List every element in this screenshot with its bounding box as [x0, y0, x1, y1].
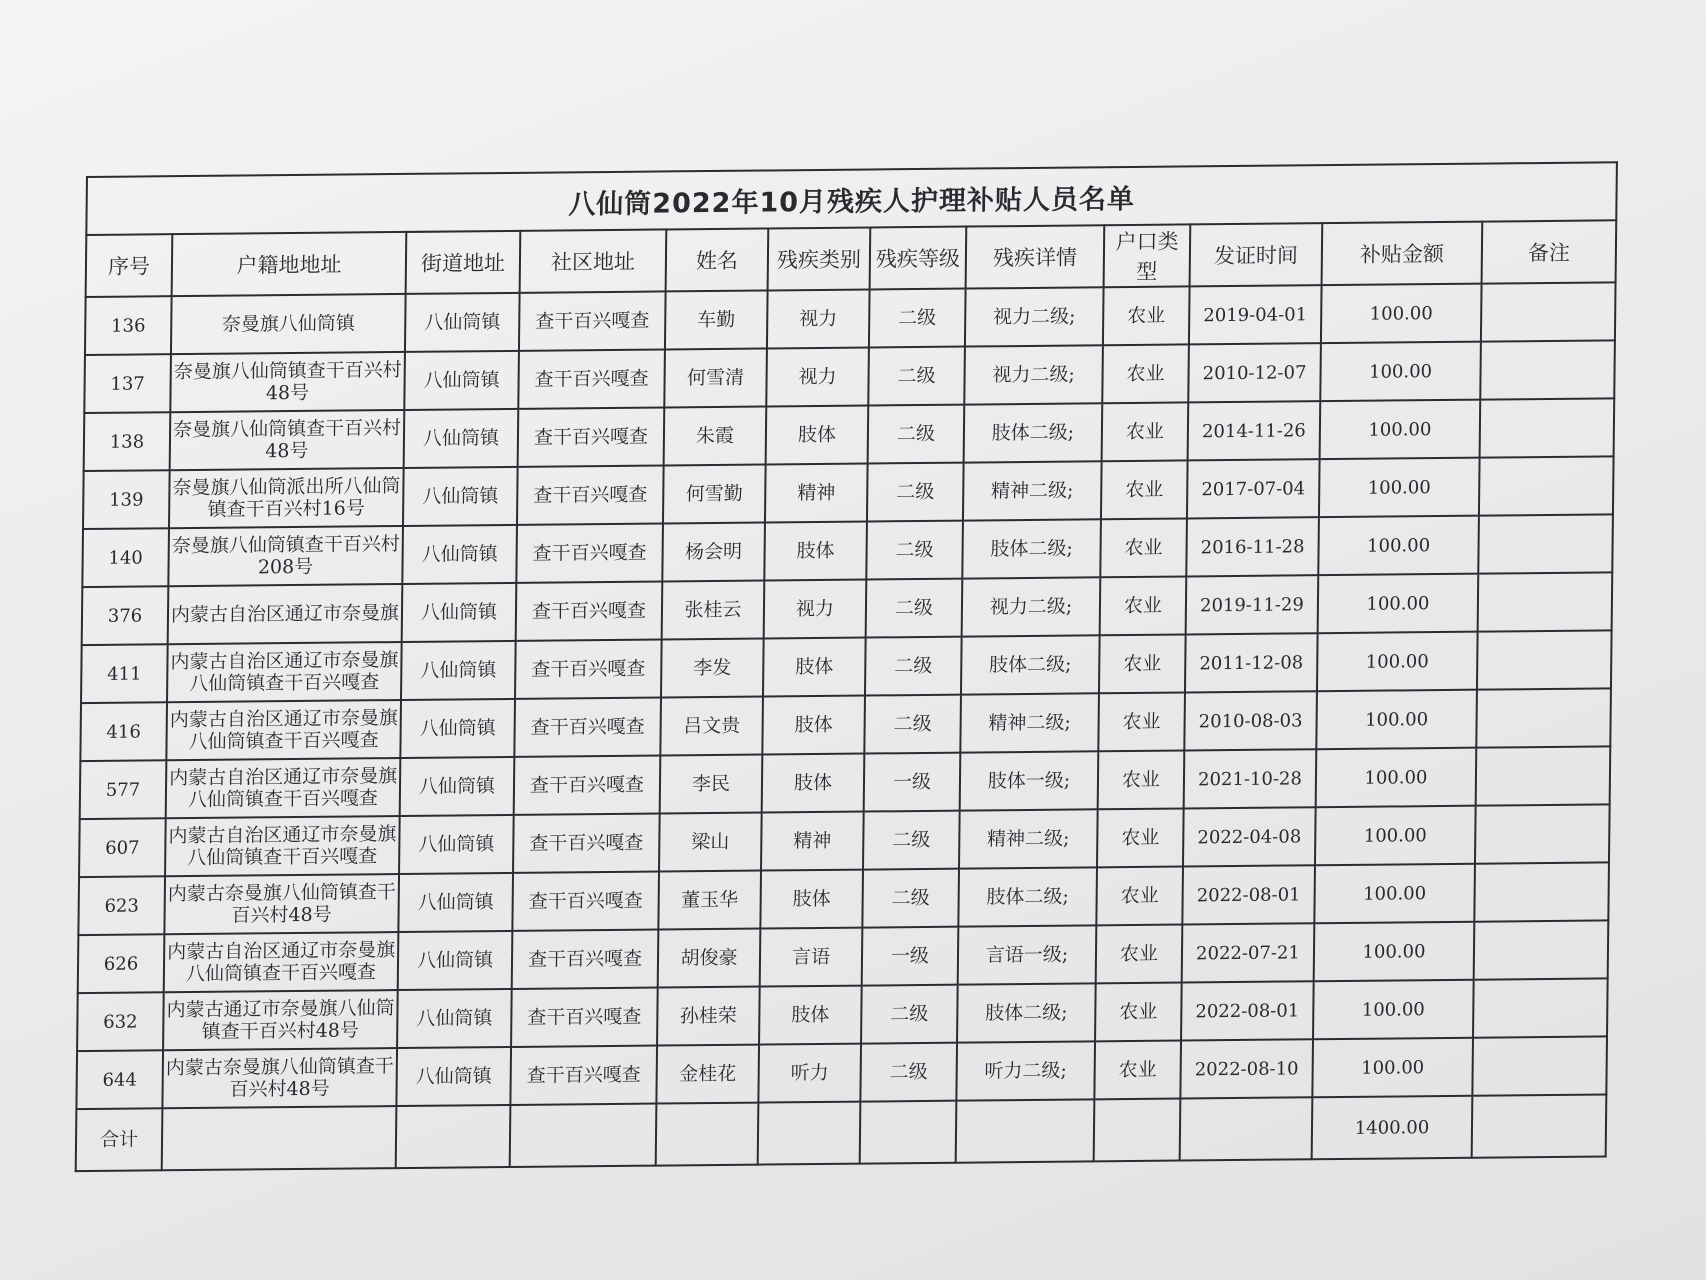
cell-community-address: 查干百兴嘎查: [512, 872, 659, 931]
header-hukou-address: 户籍地地址: [172, 232, 407, 296]
cell-remark: [1474, 862, 1609, 921]
cell-name: 张桂云: [662, 581, 765, 640]
cell-disability-detail: 精神二级;: [959, 809, 1098, 868]
cell-disability-detail: 肢体二级;: [964, 403, 1103, 462]
cell-hukou-type: 农业: [1098, 750, 1185, 809]
cell-disability-category: 视力: [766, 347, 869, 406]
cell-disability-category: 视力: [767, 289, 870, 348]
cell-disability-detail: 肢体一级;: [960, 751, 1099, 810]
cell-no: 136: [85, 296, 172, 355]
header-disability-detail: 残疾详情: [966, 225, 1105, 288]
cell-disability-level: 二级: [868, 347, 965, 406]
total-amount: 1400.00: [1312, 1096, 1473, 1160]
cell-subsidy-amount: 100.00: [1320, 342, 1481, 402]
cell-hukou-type: 农业: [1100, 576, 1187, 635]
cell-street-address: 八仙筒镇: [402, 525, 517, 584]
cell-street-address: 八仙筒镇: [405, 293, 520, 352]
cell-disability-detail: 肢体二级;: [957, 983, 1096, 1042]
cell-disability-category: 肢体: [763, 638, 866, 697]
cell-community-address: 查干百兴嘎查: [514, 698, 661, 757]
cell-no: 607: [79, 818, 166, 877]
document-sheet: [75, 161, 1616, 1172]
header-street-address: 街道地址: [406, 231, 521, 294]
cell-hukou-address: 奈曼旗八仙筒派出所八仙筒镇查干百兴村16号: [169, 468, 404, 528]
cell-issue-date: 2010-12-07: [1188, 343, 1321, 402]
cell-disability-detail: 听力二级;: [956, 1041, 1095, 1100]
cell-disability-detail: 视力二级;: [964, 345, 1103, 404]
cell-issue-date: 2022-07-21: [1182, 923, 1315, 982]
cell-disability-category: 言语: [760, 928, 863, 987]
cell-name: 吕文贵: [660, 697, 763, 756]
cell-hukou-address: 奈曼旗八仙筒镇查干百兴村48号: [170, 352, 405, 412]
cell-issue-date: 2010-08-03: [1184, 691, 1317, 750]
cell-name: 何雪清: [664, 348, 767, 407]
cell-issue-date: 2022-08-01: [1182, 865, 1315, 924]
cell-remark: [1476, 746, 1611, 805]
cell-subsidy-amount: 100.00: [1318, 516, 1479, 576]
header-issue-date: 发证时间: [1190, 223, 1323, 286]
total-empty-cell: [956, 1099, 1095, 1162]
cell-disability-detail: 精神二级;: [963, 461, 1102, 520]
cell-name: 孙桂荣: [657, 987, 760, 1046]
cell-disability-category: 肢体: [766, 406, 869, 465]
cell-disability-category: 精神: [765, 464, 868, 523]
cell-community-address: 查干百兴嘎查: [518, 349, 665, 408]
cell-community-address: 查干百兴嘎查: [515, 639, 662, 698]
cell-hukou-address: 奈曼旗八仙筒镇查干百兴村208号: [168, 526, 403, 586]
cell-no: 138: [84, 412, 171, 471]
cell-disability-level: 一级: [864, 753, 961, 812]
cell-disability-detail: 精神二级;: [960, 693, 1099, 752]
cell-remark: [1478, 514, 1613, 573]
header-name: 姓名: [666, 228, 769, 291]
cell-remark: [1480, 340, 1615, 399]
header-disability-level: 残疾等级: [870, 227, 967, 290]
cell-street-address: 八仙筒镇: [398, 873, 513, 932]
cell-disability-detail: 视力二级;: [962, 577, 1101, 636]
cell-subsidy-amount: 100.00: [1316, 690, 1477, 750]
cell-name: 李发: [661, 639, 764, 698]
cell-street-address: 八仙筒镇: [401, 641, 516, 700]
cell-disability-level: 二级: [862, 869, 959, 928]
subsidy-table: [75, 161, 1618, 1172]
cell-disability-level: 二级: [864, 695, 961, 754]
cell-hukou-address: 内蒙古自治区通辽市奈曼旗八仙筒镇查干百兴嘎查: [165, 816, 400, 876]
total-label: 合计: [76, 1108, 163, 1171]
cell-subsidy-amount: 100.00: [1316, 748, 1477, 808]
cell-no: 140: [82, 528, 169, 587]
cell-issue-date: 2021-10-28: [1184, 749, 1317, 808]
cell-hukou-type: 农业: [1097, 808, 1184, 867]
cell-hukou-address: 奈曼旗八仙筒镇: [171, 294, 406, 354]
cell-subsidy-amount: 100.00: [1314, 922, 1475, 982]
cell-subsidy-amount: 100.00: [1318, 574, 1479, 634]
cell-remark: [1474, 920, 1609, 979]
cell-issue-date: 2014-11-26: [1188, 401, 1321, 460]
cell-street-address: 八仙筒镇: [403, 467, 518, 526]
header-remark: 备注: [1482, 220, 1617, 283]
cell-disability-category: 视力: [764, 580, 867, 639]
cell-remark: [1481, 282, 1616, 341]
cell-hukou-type: 农业: [1099, 634, 1186, 693]
cell-hukou-type: 农业: [1102, 402, 1189, 461]
total-empty-cell: [1472, 1094, 1607, 1157]
cell-name: 杨会明: [662, 522, 765, 581]
cell-no: 416: [80, 702, 167, 761]
cell-street-address: 八仙筒镇: [404, 351, 519, 410]
cell-subsidy-amount: 100.00: [1312, 1038, 1473, 1098]
cell-disability-category: 肢体: [759, 986, 862, 1045]
table-title: 八仙筒2022年10月残疾人护理补贴人员名单: [86, 162, 1617, 235]
cell-disability-detail: 言语一级;: [958, 925, 1097, 984]
cell-issue-date: 2017-07-04: [1187, 459, 1320, 518]
cell-disability-level: 二级: [865, 637, 962, 696]
cell-street-address: 八仙筒镇: [399, 815, 514, 874]
cell-subsidy-amount: 100.00: [1321, 284, 1482, 344]
cell-hukou-address: 内蒙古奈曼旗八仙筒镇查干百兴村48号: [162, 1048, 397, 1108]
total-empty-cell: [1094, 1099, 1181, 1162]
cell-name: 董玉华: [658, 871, 761, 930]
cell-disability-level: 二级: [860, 1043, 957, 1102]
cell-hukou-address: 奈曼旗八仙筒镇查干百兴村48号: [170, 410, 405, 470]
table-body: [76, 282, 1616, 1171]
cell-no: 137: [84, 354, 171, 413]
cell-issue-date: 2022-04-08: [1183, 807, 1316, 866]
cell-hukou-address: 内蒙古自治区通辽市奈曼旗: [168, 584, 403, 644]
total-empty-cell: [396, 1105, 511, 1168]
header-no: 序号: [86, 234, 173, 297]
cell-no: 411: [81, 644, 168, 703]
cell-disability-level: 二级: [868, 405, 965, 464]
cell-disability-detail: 肢体二级;: [962, 519, 1101, 578]
cell-disability-detail: 视力二级;: [965, 287, 1104, 346]
total-empty-cell: [758, 1102, 861, 1165]
total-empty-cell: [162, 1106, 397, 1170]
cell-community-address: 查干百兴嘎查: [518, 407, 665, 466]
cell-disability-detail: 肢体二级;: [961, 635, 1100, 694]
cell-street-address: 八仙筒镇: [397, 989, 512, 1048]
cell-community-address: 查干百兴嘎查: [516, 523, 663, 582]
cell-street-address: 八仙筒镇: [402, 583, 517, 642]
cell-disability-category: 肢体: [762, 754, 865, 813]
cell-street-address: 八仙筒镇: [400, 757, 515, 816]
cell-no: 623: [78, 876, 165, 935]
cell-community-address: 查干百兴嘎查: [514, 756, 661, 815]
header-community-address: 社区地址: [520, 229, 667, 292]
cell-no: 626: [78, 934, 165, 993]
cell-hukou-address: 内蒙古自治区通辽市奈曼旗八仙筒镇查干百兴嘎查: [166, 758, 401, 818]
cell-subsidy-amount: 100.00: [1319, 458, 1480, 518]
cell-hukou-address: 内蒙古通辽市奈曼旗八仙筒镇查干百兴村48号: [163, 990, 398, 1050]
header-hukou-type: 户口类型: [1104, 224, 1191, 287]
cell-hukou-type: 农业: [1096, 925, 1183, 984]
cell-remark: [1475, 804, 1610, 863]
cell-remark: [1472, 1036, 1607, 1095]
cell-street-address: 八仙筒镇: [400, 699, 515, 758]
cell-issue-date: 2011-12-08: [1185, 633, 1318, 692]
cell-name: 金桂花: [656, 1045, 759, 1104]
cell-hukou-type: 农业: [1101, 460, 1188, 519]
cell-name: 车勤: [665, 290, 768, 349]
cell-community-address: 查干百兴嘎查: [516, 581, 663, 640]
cell-community-address: 查干百兴嘎查: [513, 814, 660, 873]
cell-hukou-type: 农业: [1095, 983, 1182, 1042]
cell-hukou-type: 农业: [1098, 692, 1185, 751]
cell-subsidy-amount: 100.00: [1315, 806, 1476, 866]
cell-hukou-address: 内蒙古自治区通辽市奈曼旗八仙筒镇查干百兴嘎查: [166, 700, 401, 760]
cell-no: 632: [77, 992, 164, 1051]
cell-no: 376: [82, 586, 169, 645]
cell-no: 644: [76, 1050, 163, 1109]
cell-name: 梁山: [659, 813, 762, 872]
cell-hukou-address: 内蒙古自治区通辽市奈曼旗八仙筒镇查干百兴嘎查: [167, 642, 402, 702]
cell-community-address: 查干百兴嘎查: [510, 1046, 657, 1105]
cell-community-address: 查干百兴嘎查: [512, 930, 659, 989]
header-disability-category: 残疾类别: [768, 227, 871, 290]
cell-community-address: 查干百兴嘎查: [511, 988, 658, 1047]
cell-remark: [1478, 572, 1613, 631]
header-subsidy-amount: 补贴金额: [1322, 222, 1483, 286]
cell-issue-date: 2019-11-29: [1186, 575, 1319, 634]
cell-disability-level: 二级: [869, 289, 966, 348]
cell-disability-level: 二级: [861, 985, 958, 1044]
cell-hukou-type: 农业: [1096, 867, 1183, 926]
cell-name: 何雪勤: [663, 464, 766, 523]
cell-disability-level: 二级: [866, 521, 963, 580]
cell-name: 胡俊豪: [658, 929, 761, 988]
cell-disability-level: 二级: [867, 463, 964, 522]
cell-issue-date: 2016-11-28: [1186, 517, 1319, 576]
cell-issue-date: 2022-08-01: [1181, 981, 1314, 1040]
cell-no: 577: [80, 760, 167, 819]
cell-remark: [1473, 978, 1608, 1037]
cell-remark: [1479, 456, 1614, 515]
cell-issue-date: 2019-04-01: [1189, 285, 1322, 344]
cell-issue-date: 2022-08-10: [1180, 1039, 1313, 1098]
cell-remark: [1476, 688, 1611, 747]
cell-street-address: 八仙筒镇: [404, 409, 519, 468]
cell-hukou-address: 内蒙古奈曼旗八仙筒镇查干百兴村48号: [164, 874, 399, 934]
total-empty-cell: [860, 1101, 957, 1164]
cell-community-address: 查干百兴嘎查: [519, 291, 666, 350]
cell-disability-category: 听力: [758, 1044, 861, 1103]
cell-name: 李民: [660, 755, 763, 814]
cell-remark: [1477, 630, 1612, 689]
total-empty-cell: [510, 1104, 657, 1167]
cell-hukou-type: 农业: [1100, 518, 1187, 577]
total-empty-cell: [1180, 1097, 1313, 1160]
cell-community-address: 查干百兴嘎查: [517, 465, 664, 524]
cell-hukou-type: 农业: [1094, 1041, 1181, 1100]
cell-hukou-address: 内蒙古自治区通辽市奈曼旗八仙筒镇查干百兴嘎查: [164, 932, 399, 992]
cell-hukou-type: 农业: [1102, 344, 1189, 403]
cell-disability-detail: 肢体二级;: [958, 867, 1097, 926]
cell-disability-category: 肢体: [764, 522, 867, 581]
cell-disability-category: 精神: [761, 812, 864, 871]
cell-disability-level: 一级: [862, 927, 959, 986]
cell-name: 朱霞: [664, 406, 767, 465]
cell-subsidy-amount: 100.00: [1313, 980, 1474, 1040]
cell-subsidy-amount: 100.00: [1320, 400, 1481, 460]
cell-disability-category: 肢体: [762, 696, 865, 755]
cell-street-address: 八仙筒镇: [396, 1047, 511, 1106]
cell-no: 139: [83, 470, 170, 529]
cell-subsidy-amount: 100.00: [1317, 632, 1478, 692]
total-row: [76, 1094, 1607, 1171]
cell-disability-level: 二级: [863, 811, 960, 870]
cell-disability-level: 二级: [866, 579, 963, 638]
cell-hukou-type: 农业: [1103, 286, 1190, 345]
cell-disability-category: 肢体: [760, 870, 863, 929]
cell-street-address: 八仙筒镇: [398, 931, 513, 990]
cell-remark: [1480, 398, 1615, 457]
cell-subsidy-amount: 100.00: [1314, 864, 1475, 924]
total-empty-cell: [656, 1103, 759, 1166]
